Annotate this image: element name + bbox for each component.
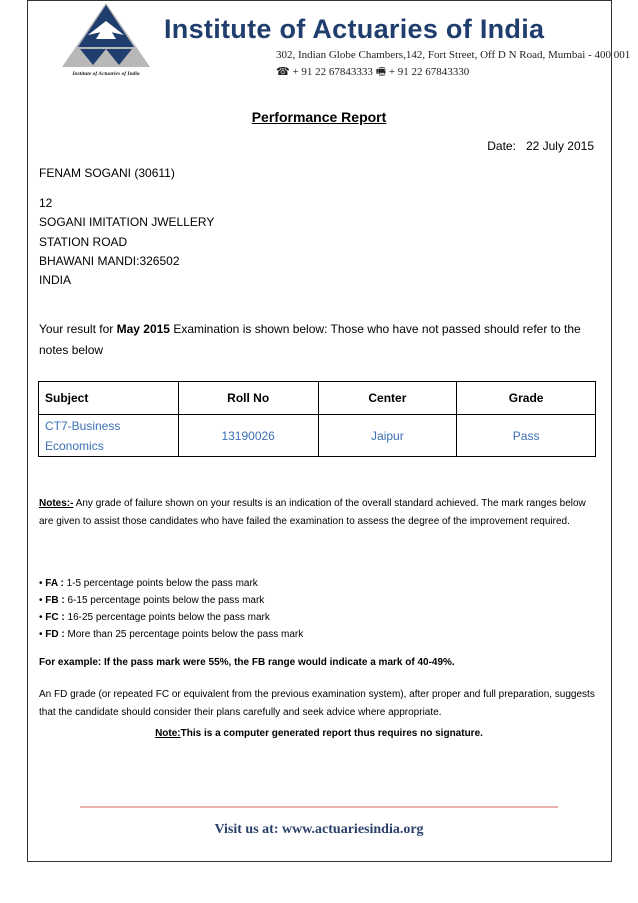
list-item: • FA : 1-5 percentage points below the pass mark xyxy=(39,578,258,589)
list-item: • FC : 16-25 percentage points below the pass mark xyxy=(39,612,270,623)
notes-paragraph: Notes:- Any grade of failure shown on your results is an indication of the overall standard achieved. The mark ranges below are given to assist those candidates who have failed the examination to assess the degree of the improvement required. xyxy=(39,498,586,527)
date-value: 22 July 2015 xyxy=(525,139,594,153)
cell-center: Jaipur xyxy=(318,415,457,457)
fax-icon: 🖷 xyxy=(375,66,387,78)
institute-contact xyxy=(276,63,469,82)
example-note: For example: If the pass mark were 55%, the FB range would indicate a mark of 40-49%. xyxy=(39,657,455,668)
column-header-subject: Subject xyxy=(39,382,179,415)
cell-grade: Pass xyxy=(457,415,596,457)
logo-caption: Institute of Actuaries of India xyxy=(72,71,140,77)
notes-label: Notes:- xyxy=(39,498,74,509)
fd-grade-note: An FD grade (or repeated FC or equivalent from the previous examination system), after proper and full preparation, suggests that the candidate should consider their plans carefully and seek advice where appropriate. xyxy=(39,689,595,718)
candidate-name: FENAM SOGANI (30611) xyxy=(39,166,175,180)
address-line: 12 xyxy=(39,196,53,210)
column-header-grade: Grade xyxy=(457,382,596,415)
date-label: Date: xyxy=(487,139,516,153)
table-header-row xyxy=(39,382,596,415)
logo-emblem-icon xyxy=(58,1,154,71)
fax-number: + 91 22 67843330 xyxy=(388,66,470,78)
phone-number: + 91 22 67843333 xyxy=(292,66,373,78)
list-item: • FD : More than 25 percentage points below the pass mark xyxy=(39,629,304,640)
cell-roll-no: 13190026 xyxy=(178,415,318,457)
table-row xyxy=(39,415,596,457)
results-table xyxy=(38,381,596,457)
institute-address: 302, Indian Globe Chambers,142, Fort Street, Off D N Road, Mumbai - 400 001 xyxy=(276,49,631,61)
address-line: BHAWANI MANDI:326502 xyxy=(39,254,180,268)
institute-logo xyxy=(58,1,154,81)
exam-session: May 2015 xyxy=(116,322,170,336)
footer-divider xyxy=(80,806,558,808)
phone-icon: ☎ xyxy=(276,66,290,78)
grade-list xyxy=(39,575,303,643)
result-intro: Your result for May 2015 Examination is shown below: Those who have not passed should refer to the notes below xyxy=(39,322,581,357)
report-date xyxy=(487,139,594,153)
page-title: Performance Report xyxy=(251,109,387,125)
signature-note: Note:This is a computer generated report thus requires no signature. xyxy=(155,728,483,739)
column-header-center: Center xyxy=(318,382,457,415)
address-line: INDIA xyxy=(39,273,72,287)
address-line: STATION ROAD xyxy=(39,235,128,249)
address-line: SOGANI IMITATION JWELLERY xyxy=(39,215,215,229)
footer-website: Visit us at: www.actuariesindia.org xyxy=(214,822,424,837)
list-item: • FB : 6-15 percentage points below the pass mark xyxy=(39,595,265,606)
column-header-roll-no: Roll No xyxy=(178,382,318,415)
cell-subject: CT7-Business Economics xyxy=(39,415,179,457)
institute-name: Institute of Actuaries of India xyxy=(164,14,545,44)
